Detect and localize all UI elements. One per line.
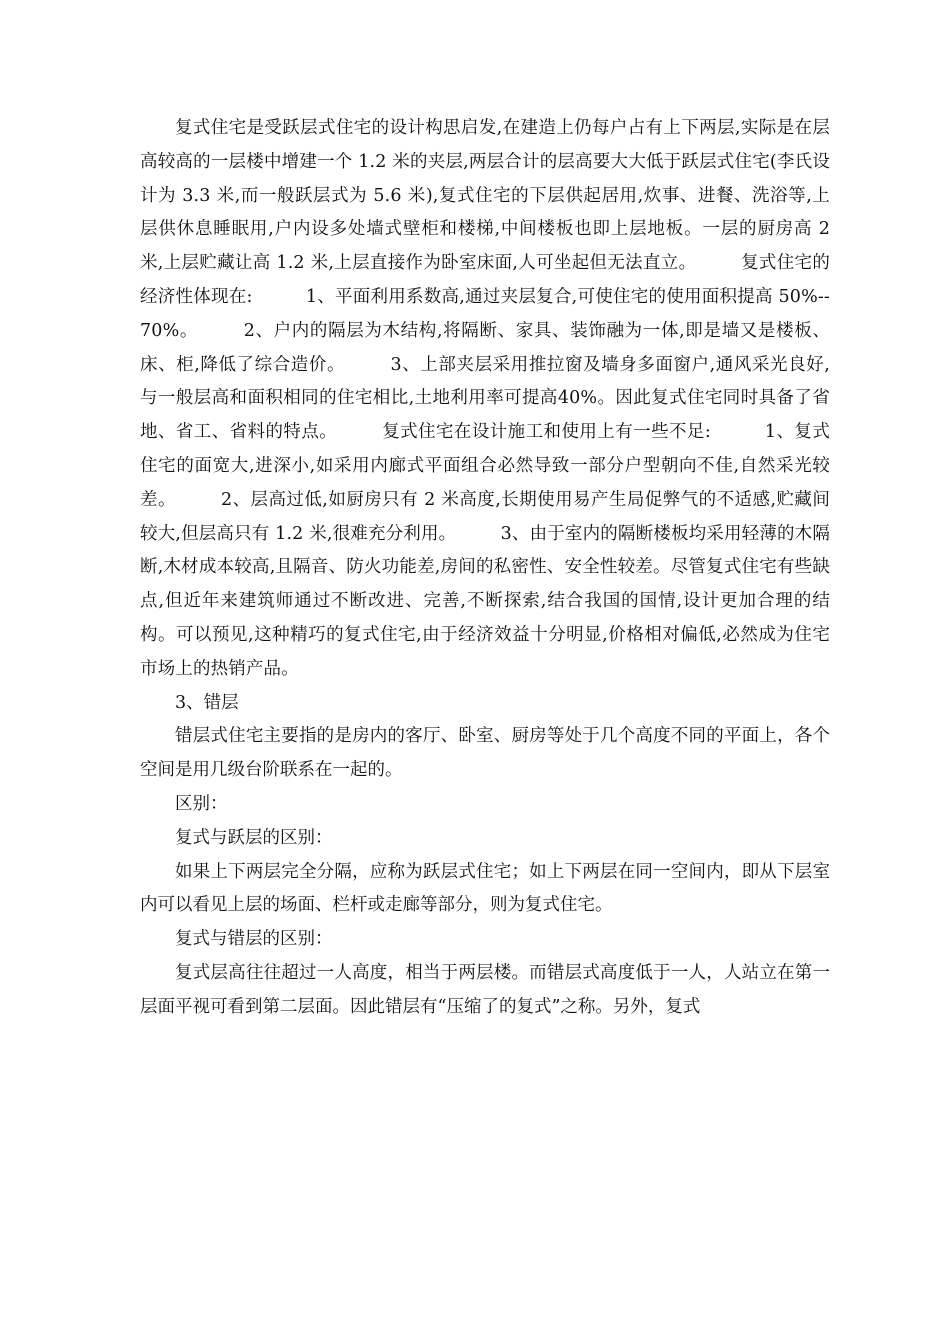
paragraph-split-level-definition: 错层式住宅主要指的是房内的客厅、卧室、厨房等处于几个高度不同的平面上，各个空间是用几级台阶联系在一起的。 bbox=[140, 726, 830, 781]
paragraph-duplex-vs-jump: 如果上下两层完全分隔，应称为跃层式住宅；如上下两层在同一空间内，即从下层室内可以看见上层的场面、栏杆或走廊等部分，则为复式住宅。 bbox=[140, 861, 830, 916]
subheading-duplex-vs-jump: 复式与跃层的区别： bbox=[175, 827, 333, 848]
paragraph-duplex-vs-split: 复式层高往往超过一人高度，相当于两层楼。而错层式高度低于一人，人站立在第一层面平视可看到第二层面。因此错层有“压缩了的复式”之称。另外，复式 bbox=[140, 962, 830, 1017]
subheading-duplex-vs-split: 复式与错层的区别： bbox=[175, 929, 333, 950]
section-heading-split-level: 3、错层 bbox=[175, 692, 239, 713]
document-page bbox=[140, 112, 830, 1025]
heading-differences: 区别： bbox=[175, 793, 228, 814]
paragraph-duplex-housing: 复式住宅是受跃层式住宅的设计构思启发,在建造上仍每户占有上下两层,实际是在层高较高的一层楼中增建一个 1.2 米的夹层,两层合计的层高要大大低于跃层式住宅(李氏设计为 3.3 米,而一般跃层式为 5.6 米),复式住宅的下层供起居用,炊事、进餐、洗浴等,上层供休息睡眠用,户内设多处墙式壁柜和楼梯,中间楼板也即上层地板。一层的厨房高 2 米,上层贮藏让高 1.2 米,上层直接作为卧室床面,人可坐起但无法直立。 复式住宅的经济性体现在: 1、平面利用系数高,通过夹层复合,可使住宅的使用面积提高 50%--70%。 2、户内的隔层为木结构,将隔断、家具、装饰融为一体,即是墙又是楼板、床、柜,降低了综合造价。 3、上部夹层采用推拉窗及墙身多面窗户,通风采光良好,与一般层高和面积相同的住宅相比,土地利用率可提高40%。因此复式住宅同时具备了省地、省工、省料的特点。 复式住宅在设计施工和使用上有一些不足: 1、复式住宅的面宽大,进深小,如采用内廊式平面组合必然导致一部分户型朝向不佳,自然采光较差。 2、层高过低,如厨房只有 2 米高度,长期使用易产生局促弊气的不适感,贮藏间较大,但层高只有 1.2 米,很难充分利用。 3、由于室内的隔断楼板均采用轻薄的木隔断,木材成本较高,且隔音、防火功能差,房间的私密性、安全性较差。尽管复式住宅有些缺点,但近年来建筑师通过不断改进、完善,不断探索,结合我国的国情,设计更加合理的结构。可以预见,这种精巧的复式住宅,由于经济效益十分明显,价格相对偏低,必然成为住宅市场上的热销产品。 bbox=[140, 118, 830, 679]
